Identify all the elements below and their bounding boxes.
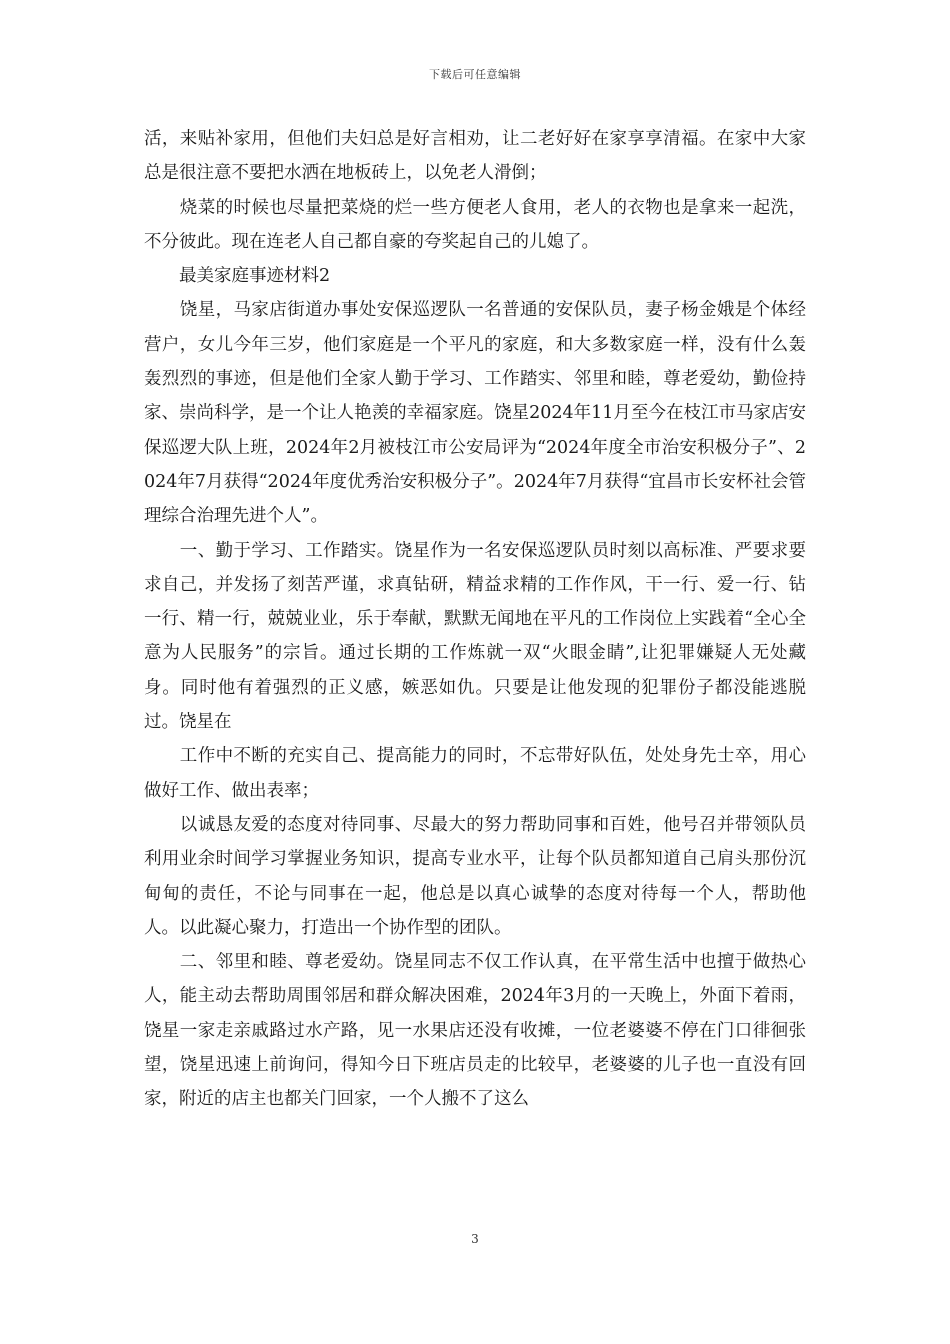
paragraph: 饶星，马家店街道办事处安保巡逻队一名普通的安保队员，妻子杨金娥是个体经营户，女儿今年三岁，他们家庭是一个平凡的家庭，和大多数家庭一样，没有什么轰轰烈烈的事迹，但是他们全家人勤于学习、工作踏实、邻里和睦，尊老爱幼，勤俭持家、崇尚科学，是一个让人艳羡的幸福家庭。饶星2024年11月至今在枝江市马家店安保巡逻大队上班，2024年2月被枝江市公安局评为“2024年度全市治安积极分子”、2024年7月获得“2024年度优秀治安积极分子”。2024年7月获得“宜昌市长安杯社会管理综合治理先进个人”。 [144,300,806,527]
paragraph: 烧菜的时候也尽量把菜烧的烂一些方便老人食用，老人的衣物也是拿来一起洗，不分彼此。现在连老人自己都自豪的夸奖起自己的儿媳了。 [144,197,806,252]
document-body [144,122,806,1117]
page-number: 3 [471,1232,479,1246]
paragraph: 工作中不断的充实自己、提高能力的同时，不忘带好队伍，处处身先士卒，用心做好工作、做出表率； [144,746,806,801]
paragraph: 二、邻里和睦、尊老爱幼。饶星同志不仅工作认真，在平常生活中也擅于做热心人，能主动去帮助周围邻居和群众解决困难，2024年3月的一天晚上，外面下着雨，饶星一家走亲戚路过水产路，见一水果店还没有收摊，一位老婆婆不停在门口徘徊张望，饶星迅速上前询问，得知今日下班店员走的比较早，老婆婆的儿子也一直没有回家，附近的店主也都关门回家，一个人搬不了这么 [144,952,806,1110]
paragraph: 一、勤于学习、工作踏实。饶星作为一名安保巡逻队员时刻以高标准、严要求要求自己，并发扬了刻苦严谨，求真钻研，精益求精的工作作风，干一行、爱一行、钻一行、精一行，兢兢业业，乐于奉献，默默无闻地在平凡的工作岗位上实践着“全心全意为人民服务”的宗旨。通过长期的工作炼就一双“火眼金睛”,让犯罪嫌疑人无处藏身。同时他有着强烈的正义感，嫉恶如仇。只要是让他发现的犯罪份子都没能逃脱过。饶星在 [144,540,806,733]
section-title: 最美家庭事迹材料2 [144,266,331,287]
paragraph: 以诚恳友爱的态度对待同事、尽最大的努力帮助同事和百姓，他号召并带领队员利用业余时间学习掌握业务知识，提高专业水平，让每个队员都知道自己肩头那份沉甸甸的责任，不论与同事在一起，他总是以真心诚挚的态度对待每一个人，帮助他人。以此凝心聚力，打造出一个协作型的团队。 [144,814,806,938]
page-header: 下载后可任意编辑 [429,68,521,81]
paragraph: 活，来贴补家用，但他们夫妇总是好言相劝，让二老好好在家享享清福。在家中大家总是很注意不要把水洒在地板砖上，以免老人滑倒； [144,129,806,184]
